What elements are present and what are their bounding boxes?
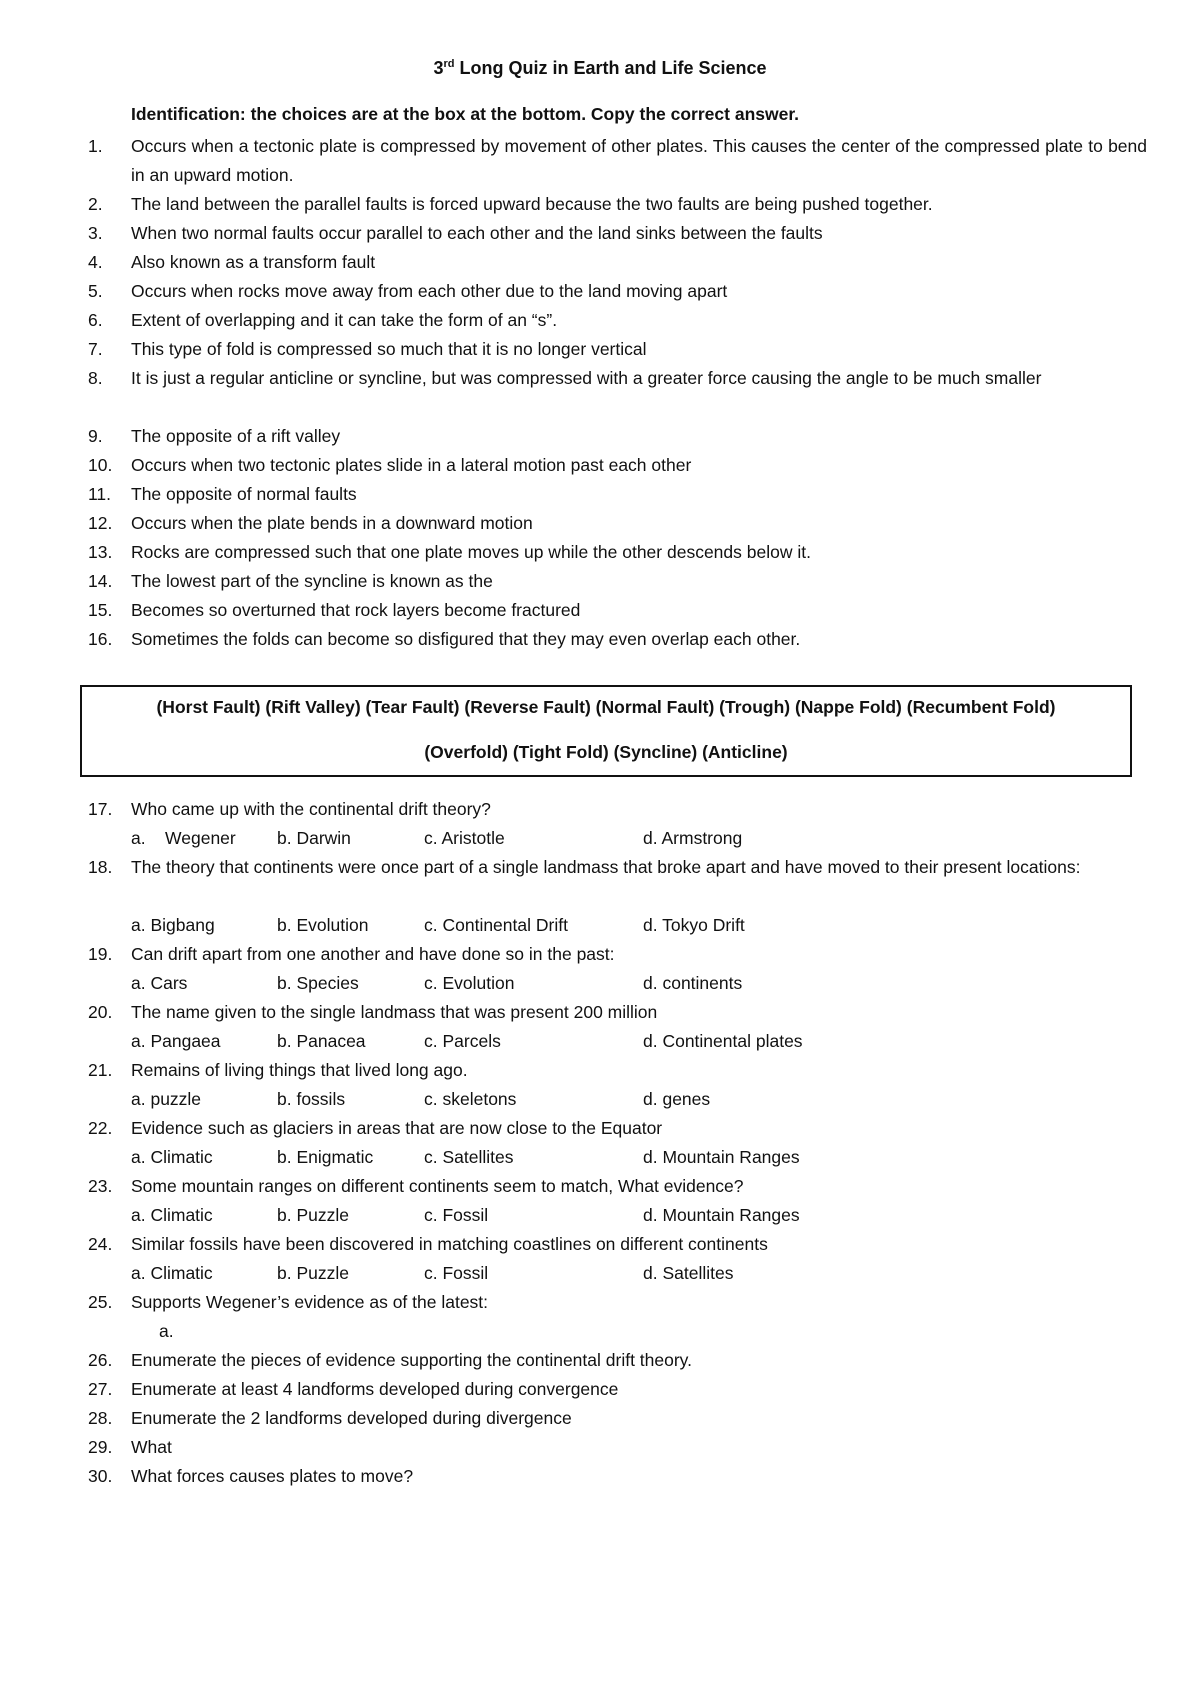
options-19 — [0, 969, 1200, 998]
option-b: b. Darwin — [277, 828, 351, 848]
option-b: b. Panacea — [277, 1031, 366, 1051]
option-b: b. Species — [277, 973, 359, 993]
option-c: c. Parcels — [424, 1031, 501, 1051]
option-c: c. Fossil — [424, 1263, 489, 1283]
option-c: c. Fossil — [424, 1205, 489, 1225]
choices-line-1: (Horst Fault) (Rift Valley) (Tear Fault) (Reverse Fault) (Normal Fault) (Trough) (Nappe Fold) (Recumbent Fold) — [156, 697, 1056, 717]
sub-item-a: a. — [159, 1321, 174, 1341]
option-d: d. continents — [643, 973, 743, 993]
option-a: a. puzzle — [131, 1089, 202, 1109]
options-18 — [0, 911, 1200, 940]
sub-item-25 — [0, 1317, 1200, 1346]
option-b: b. Enigmatic — [277, 1147, 374, 1167]
option-a: a. Pangaea — [131, 1031, 221, 1051]
option-d: d. Mountain Ranges — [643, 1205, 800, 1225]
option-d: d. Mountain Ranges — [643, 1147, 800, 1167]
quiz-page: 3rd Long Quiz in Earth and Life Science Identification: the choices are at the box at the bottom. Copy the correct answer. 1. Occurs when a tectonic plate is compressed by movement of other plates. This causes the center of the compressed plate to bend in an upward motion. 2. The land between the parallel faults is forced upward because the two faults are being pushed together. 3. When two normal faults occur parallel to each other and the land sinks between the faults 4. Also known as a transform fault 5. Occurs when rocks move away from each other due to the land moving apart 6. Extent of overlapping and it can take the form of an “s”. 7. This type of fold is compressed so much that it is no longer vertical 8. It is just a regular anticline or syncline, but was compressed with a greater force causing the angle to be much smaller 9. The opposite of a rift valley 10. Occurs when two tectonic plates slide in a lateral motion past each other 11. The opposite of normal faults 12. Occurs when the plate bends in a downward motion 13. Rocks are compressed such that one plate moves up while the other descends below it. 14. The lowest part of the syncline is known as the 15. Becomes so overturned that rock layers become fractured 16. Sometimes the folds can become so disfigured that they may even overlap each other. (Horst Fault) (Rift Valley) (Tear Fault) (Reverse Fault) (Normal Fault) (Trough) (Nappe Fold) (Recumbent Fold) (Overfold) (Tight Fold) (Syncline) (Anticline) 17. Who came up with the continental drift theory? a. Wegener b. Darwin c. Aristotle d. Armstrong 18. The theory that continents were once part of a single landmass that broke apart and have moved to their present locations: a. Bigbang b. Evolution c. Continental Drift d. Tokyo Drift 19. Can drift apart from one another and have done so in the past: a. Cars b. Species c. Evolution d. continents 20. The name given to the single landmass that was present 200 million a. Pangaea b. Panacea c. Parcels d. Continental plates 21. Remains of living things that lived long ago. a. puzzle b. fossils c. skeletons d. genes 22. Evidence such as glaciers in areas that are now close to the Equator a. Climatic b. Enigmatic c. Satellites d. Mountain Ranges 23. Some mountain ranges on different continents seem to match, What evidence? a. Climatic b. Puzzle c. Fossil d. Mountain Ranges 24. Similar fossils have been discovered in matching coastlines on different continents a. Climatic b. Puzzle c. Fossil d. Satellites 25. Supports Wegener’s evidence as of the latest: a. 26. Enumerate the pieces of evidence supporting the continental drift theory. 27. Enumerate at least 4 landforms developed during convergence 28. Enumerate the 2 landforms developed during divergence 29. What 30. What forces causes plates to move? — [0, 0, 1200, 1698]
option-a: a. Climatic — [131, 1147, 213, 1167]
option-d: d. Continental plates — [643, 1031, 803, 1051]
option-c: c. Continental Drift — [424, 915, 568, 935]
options-23 — [0, 1201, 1200, 1230]
choices-line-2: (Overfold) (Tight Fold) (Syncline) (Anticline) — [424, 742, 788, 762]
option-b: b. Puzzle — [277, 1205, 349, 1225]
options-22 — [0, 1143, 1200, 1172]
option-b: b. Puzzle — [277, 1263, 349, 1283]
option-c: c. skeletons — [424, 1089, 517, 1109]
options-24 — [0, 1259, 1200, 1288]
options-17 — [0, 824, 1200, 853]
option-c: c. Aristotle — [424, 828, 505, 848]
option-c: c. Evolution — [424, 973, 515, 993]
option-a: a. Climatic — [131, 1205, 213, 1225]
option-a: a. Bigbang — [131, 915, 215, 935]
title-superscript: rd — [443, 58, 455, 70]
option-a: a. Wegener — [131, 828, 236, 848]
option-d: d. Armstrong — [643, 828, 743, 848]
option-d: d. Tokyo Drift — [643, 915, 745, 935]
option-a: a. Cars — [131, 973, 188, 993]
option-b: b. Evolution — [277, 915, 369, 935]
options-21 — [0, 1085, 1200, 1114]
instructions: Identification: the choices are at the box at the bottom. Copy the correct answer. — [131, 104, 800, 124]
option-c: c. Satellites — [424, 1147, 514, 1167]
choices-box — [80, 685, 1132, 777]
options-20 — [0, 1027, 1200, 1056]
option-a: a. Climatic — [131, 1263, 213, 1283]
page-title: 3rd Long Quiz in Earth and Life Science — [433, 58, 767, 78]
option-d: d. genes — [643, 1089, 711, 1109]
option-b: b. fossils — [277, 1089, 346, 1109]
option-d: d. Satellites — [643, 1263, 734, 1283]
